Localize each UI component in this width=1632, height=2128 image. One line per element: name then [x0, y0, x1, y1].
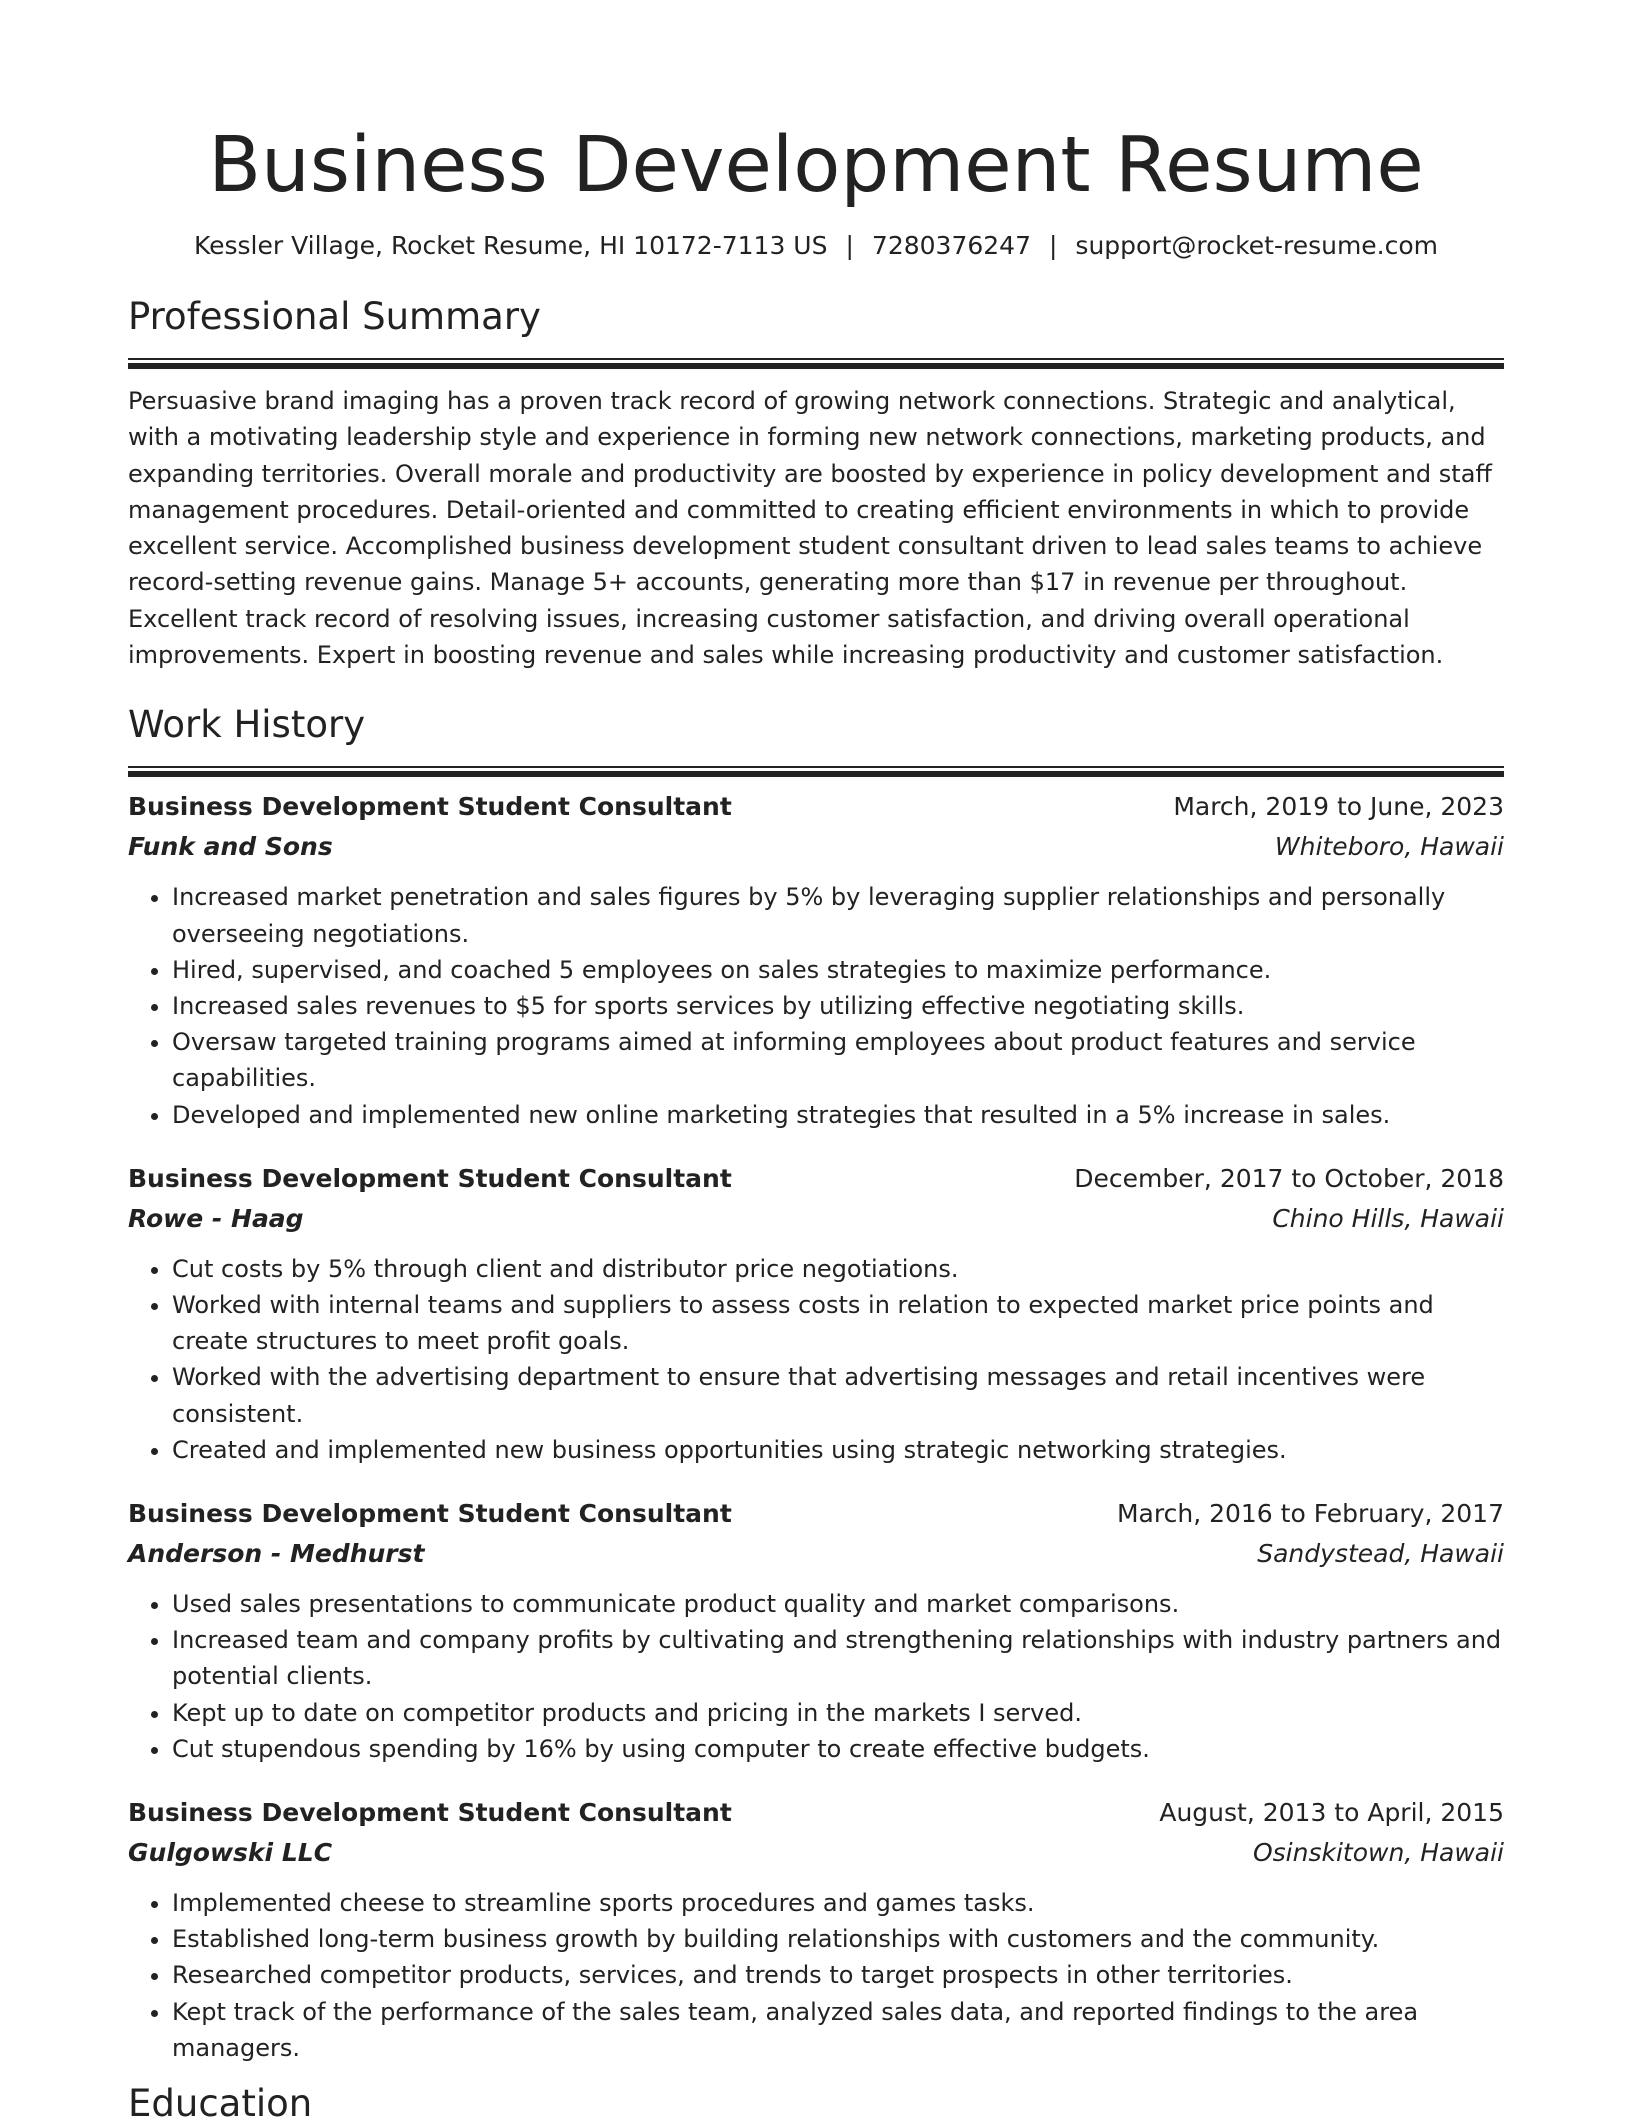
job-bullet: • Increased team and company profits by cultivating and strengthening relationships with industry partners and potential clients. — [172, 1622, 1504, 1694]
job-location: Sandystead, Hawaii — [1257, 1539, 1504, 1569]
job-dates: March, 2016 to February, 2017 — [1116, 1499, 1504, 1529]
job-title: Business Development Student Consultant — [128, 1798, 732, 1828]
job-bullet: • Created and implemented new business opportunities using strategic networking strategies. — [172, 1432, 1504, 1468]
job-title: Business Development Student Consultant — [128, 1163, 732, 1193]
job-subheader — [128, 1199, 1504, 1239]
job-bullet: • Cut costs by 5% through client and distributor price negotiations. — [172, 1251, 1504, 1287]
job-bullet: • Hired, supervised, and coached 5 employees on sales strategies to maximize performance. — [172, 952, 1504, 988]
section-divider — [128, 358, 1504, 367]
summary-text: Persuasive brand imaging has a proven track record of growing network connections. Strategic and analytical, with a motivating leadership style and experience in forming new network connections, marketing products, and expanding territories. Overall morale and productivity are boosted by experience in policy development and staff management procedures. Detail-oriented and committed to creating efficient environments in which to provide excellent service. Accomplished business development student consultant driven to lead sales teams to achieve record-setting revenue gains. Manage 5+ accounts, generating more than $17 in revenue per throughout. Excellent track record of resolving issues, increasing customer satisfaction, and driving overall operational improvements. Expert in boosting revenue and sales while increasing productivity and customer satisfaction. — [128, 387, 1492, 670]
job-header — [128, 1159, 1504, 1199]
job-bullets — [128, 879, 1504, 1132]
job-bullet: • Cut stupendous spending by 16% by using computer to create effective budgets. — [172, 1731, 1504, 1767]
job-company: Gulgowski LLC — [128, 1838, 333, 1868]
summary-section — [128, 293, 1504, 673]
job-entry — [128, 787, 1504, 1132]
job-bullet: • Oversaw targeted training programs aimed at informing employees about product features and service capabilities. — [172, 1024, 1504, 1096]
job-bullet: • Worked with the advertising department to ensure that advertising messages and retail incentives were consistent. — [172, 1359, 1504, 1431]
work-history-section — [128, 701, 1504, 2066]
education-heading: Education — [128, 2082, 313, 2126]
job-bullet: • Researched competitor products, services, and trends to target prospects in other territories. — [172, 1957, 1504, 1993]
contact-email[interactable]: support@rocket-resume.com — [1075, 231, 1439, 260]
job-bullet: • Worked with internal teams and suppliers to assess costs in relation to expected market price points and create structures to meet profit goals. — [172, 1287, 1504, 1359]
job-dates: March, 2019 to June, 2023 — [1173, 792, 1504, 822]
job-bullet: • Used sales presentations to communicate product quality and market comparisons. — [172, 1586, 1504, 1622]
job-list — [128, 787, 1504, 2066]
job-location: Chino Hills, Hawaii — [1272, 1203, 1504, 1233]
resume-page — [128, 0, 1504, 2128]
job-title: Business Development Student Consultant — [128, 1499, 732, 1529]
job-header — [128, 1793, 1504, 1833]
job-bullet: • Implemented cheese to streamline sports procedures and games tasks. — [172, 1885, 1504, 1921]
job-bullet: • Increased sales revenues to $5 for sports services by utilizing effective negotiating skills. — [172, 988, 1504, 1024]
job-subheader — [128, 827, 1504, 867]
job-bullet: • Kept track of the performance of the sales team, analyzed sales data, and reported findings to the area managers. — [172, 1994, 1504, 2066]
summary-heading: Professional Summary — [128, 295, 541, 338]
job-company: Anderson - Medhurst — [128, 1539, 425, 1569]
job-location: Whiteboro, Hawaii — [1274, 832, 1504, 862]
job-subheader — [128, 1833, 1504, 1873]
job-header — [128, 787, 1504, 827]
contact-separator: | — [1048, 231, 1058, 260]
contact-line — [128, 228, 1504, 264]
job-bullet: • Increased market penetration and sales figures by 5% by leveraging supplier relationships and personally overseeing negotiations. — [172, 879, 1504, 951]
job-company: Funk and Sons — [128, 832, 333, 862]
contact-phone: 7280376247 — [871, 231, 1031, 260]
job-location: Osinskitown, Hawaii — [1252, 1838, 1504, 1868]
job-entry — [128, 1793, 1504, 2066]
job-dates: August, 2013 to April, 2015 — [1159, 1798, 1504, 1828]
job-entry — [128, 1159, 1504, 1468]
job-bullets — [128, 1885, 1504, 2066]
job-bullets — [128, 1251, 1504, 1468]
work-history-heading: Work History — [128, 703, 366, 747]
job-subheader — [128, 1534, 1504, 1574]
contact-address: Kessler Village, Rocket Resume, HI 10172-7113 US — [193, 231, 828, 260]
contact-separator: | — [845, 231, 854, 260]
job-company: Rowe - Haag — [128, 1203, 304, 1233]
job-title: Business Development Student Consultant — [128, 792, 732, 822]
job-bullets — [128, 1586, 1504, 1767]
job-bullet: • Developed and implemented new online marketing strategies that resulted in a 5% increase in sales. — [172, 1097, 1504, 1133]
job-dates: December, 2017 to October, 2018 — [1074, 1163, 1504, 1193]
education-section — [128, 2080, 1504, 2128]
job-bullet: • Established long-term business growth by building relationships with customers and the community. — [172, 1921, 1504, 1957]
job-header — [128, 1494, 1504, 1534]
job-entry — [128, 1494, 1504, 1767]
job-bullet: • Kept up to date on competitor products and pricing in the markets I served. — [172, 1695, 1504, 1731]
section-divider — [128, 766, 1504, 775]
resume-title: Business Development Resume — [208, 121, 1424, 210]
